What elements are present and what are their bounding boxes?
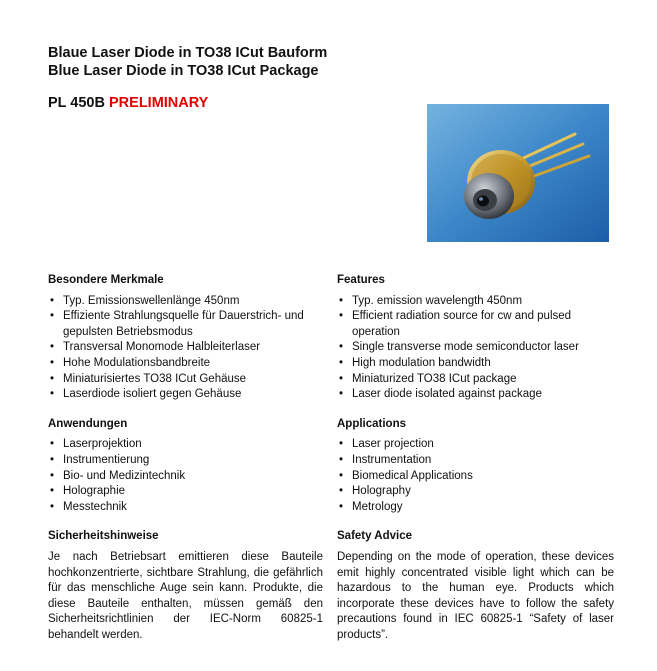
list-item: • Miniaturized TO38 ICut package [337,372,614,388]
applications-heading-en: Applications [337,417,407,430]
list-item: • Laser diode isolated against package [337,387,614,403]
list-item: • Metrology [337,500,614,516]
list-item: • Efficient radiation source for cw and pulsed operation [337,309,614,340]
list-item: • Instrumentierung [48,453,323,469]
list-item: • Transversal Monomode Halbleiterlaser [48,340,323,356]
list-item: • Instrumentation [337,453,614,469]
english-column [337,273,614,643]
features-list-de [48,294,323,403]
safety-heading-en: Safety Advice [337,530,412,543]
document-title [48,44,327,80]
list-item: • Effiziente Strahlungsquelle für Dauerstrich- und gepulsten Betriebsmodus [48,309,323,340]
list-item: • Bio- und Medizintechnik [48,469,323,485]
list-item: • Laserdiode isoliert gegen Gehäuse [48,387,323,403]
list-item: • Laser projection [337,437,614,453]
list-item: • Single transverse mode semiconductor laser [337,340,614,356]
product-code: PL 450B [48,95,105,111]
list-item: • Miniaturisiertes TO38 ICut Gehäuse [48,372,323,388]
list-item: • Holography [337,484,614,500]
features-heading-en: Features [337,274,385,286]
product-line [48,95,208,111]
laser-diode-photo [427,104,609,242]
list-item: • Holographie [48,484,323,500]
title-english: Blue Laser Diode in TO38 ICut Package [48,63,319,79]
applications-list-de [48,437,323,515]
features-heading-de: Besondere Merkmale [48,274,164,286]
list-item: • Hohe Modulationsbandbreite [48,356,323,372]
list-item: • Typ. emission wavelength 450nm [337,294,614,310]
list-item: • High modulation bandwidth [337,356,614,372]
safety-text-de: Je nach Betriebsart emittieren diese Bauteile hochkonzentrierte, sichtbare Strahlung, die gefährlich für das menschliche Auge sein kann. Produkte, die diese Bauteile enthalten, müssen gemäß den Sicherheitsrichtlinien der IEC-Norm 60825-1 behandelt werden. [48,550,323,641]
safety-text-en: Depending on the mode of operation, these devices emit highly concentrated visible light which can be hazardous to the human eye. Products which incorporate these devices have to follow the safety precautions found in IEC 60825-1 “Safety of laser products”. [337,550,614,641]
applications-heading-de: Anwendungen [48,417,128,430]
preliminary-badge: PRELIMINARY [109,95,209,111]
list-item: • Typ. Emissionswellenlänge 450nm [48,294,323,310]
title-german: Blaue Laser Diode in TO38 ICut Bauform [48,45,328,61]
list-item: • Messtechnik [48,500,323,516]
list-item: • Biomedical Applications [337,469,614,485]
german-column [48,273,323,643]
list-item: • Laserprojektion [48,437,323,453]
features-list-en [337,294,614,403]
applications-list-en [337,437,614,515]
safety-heading-de: Sicherheitshinweise [48,530,159,543]
